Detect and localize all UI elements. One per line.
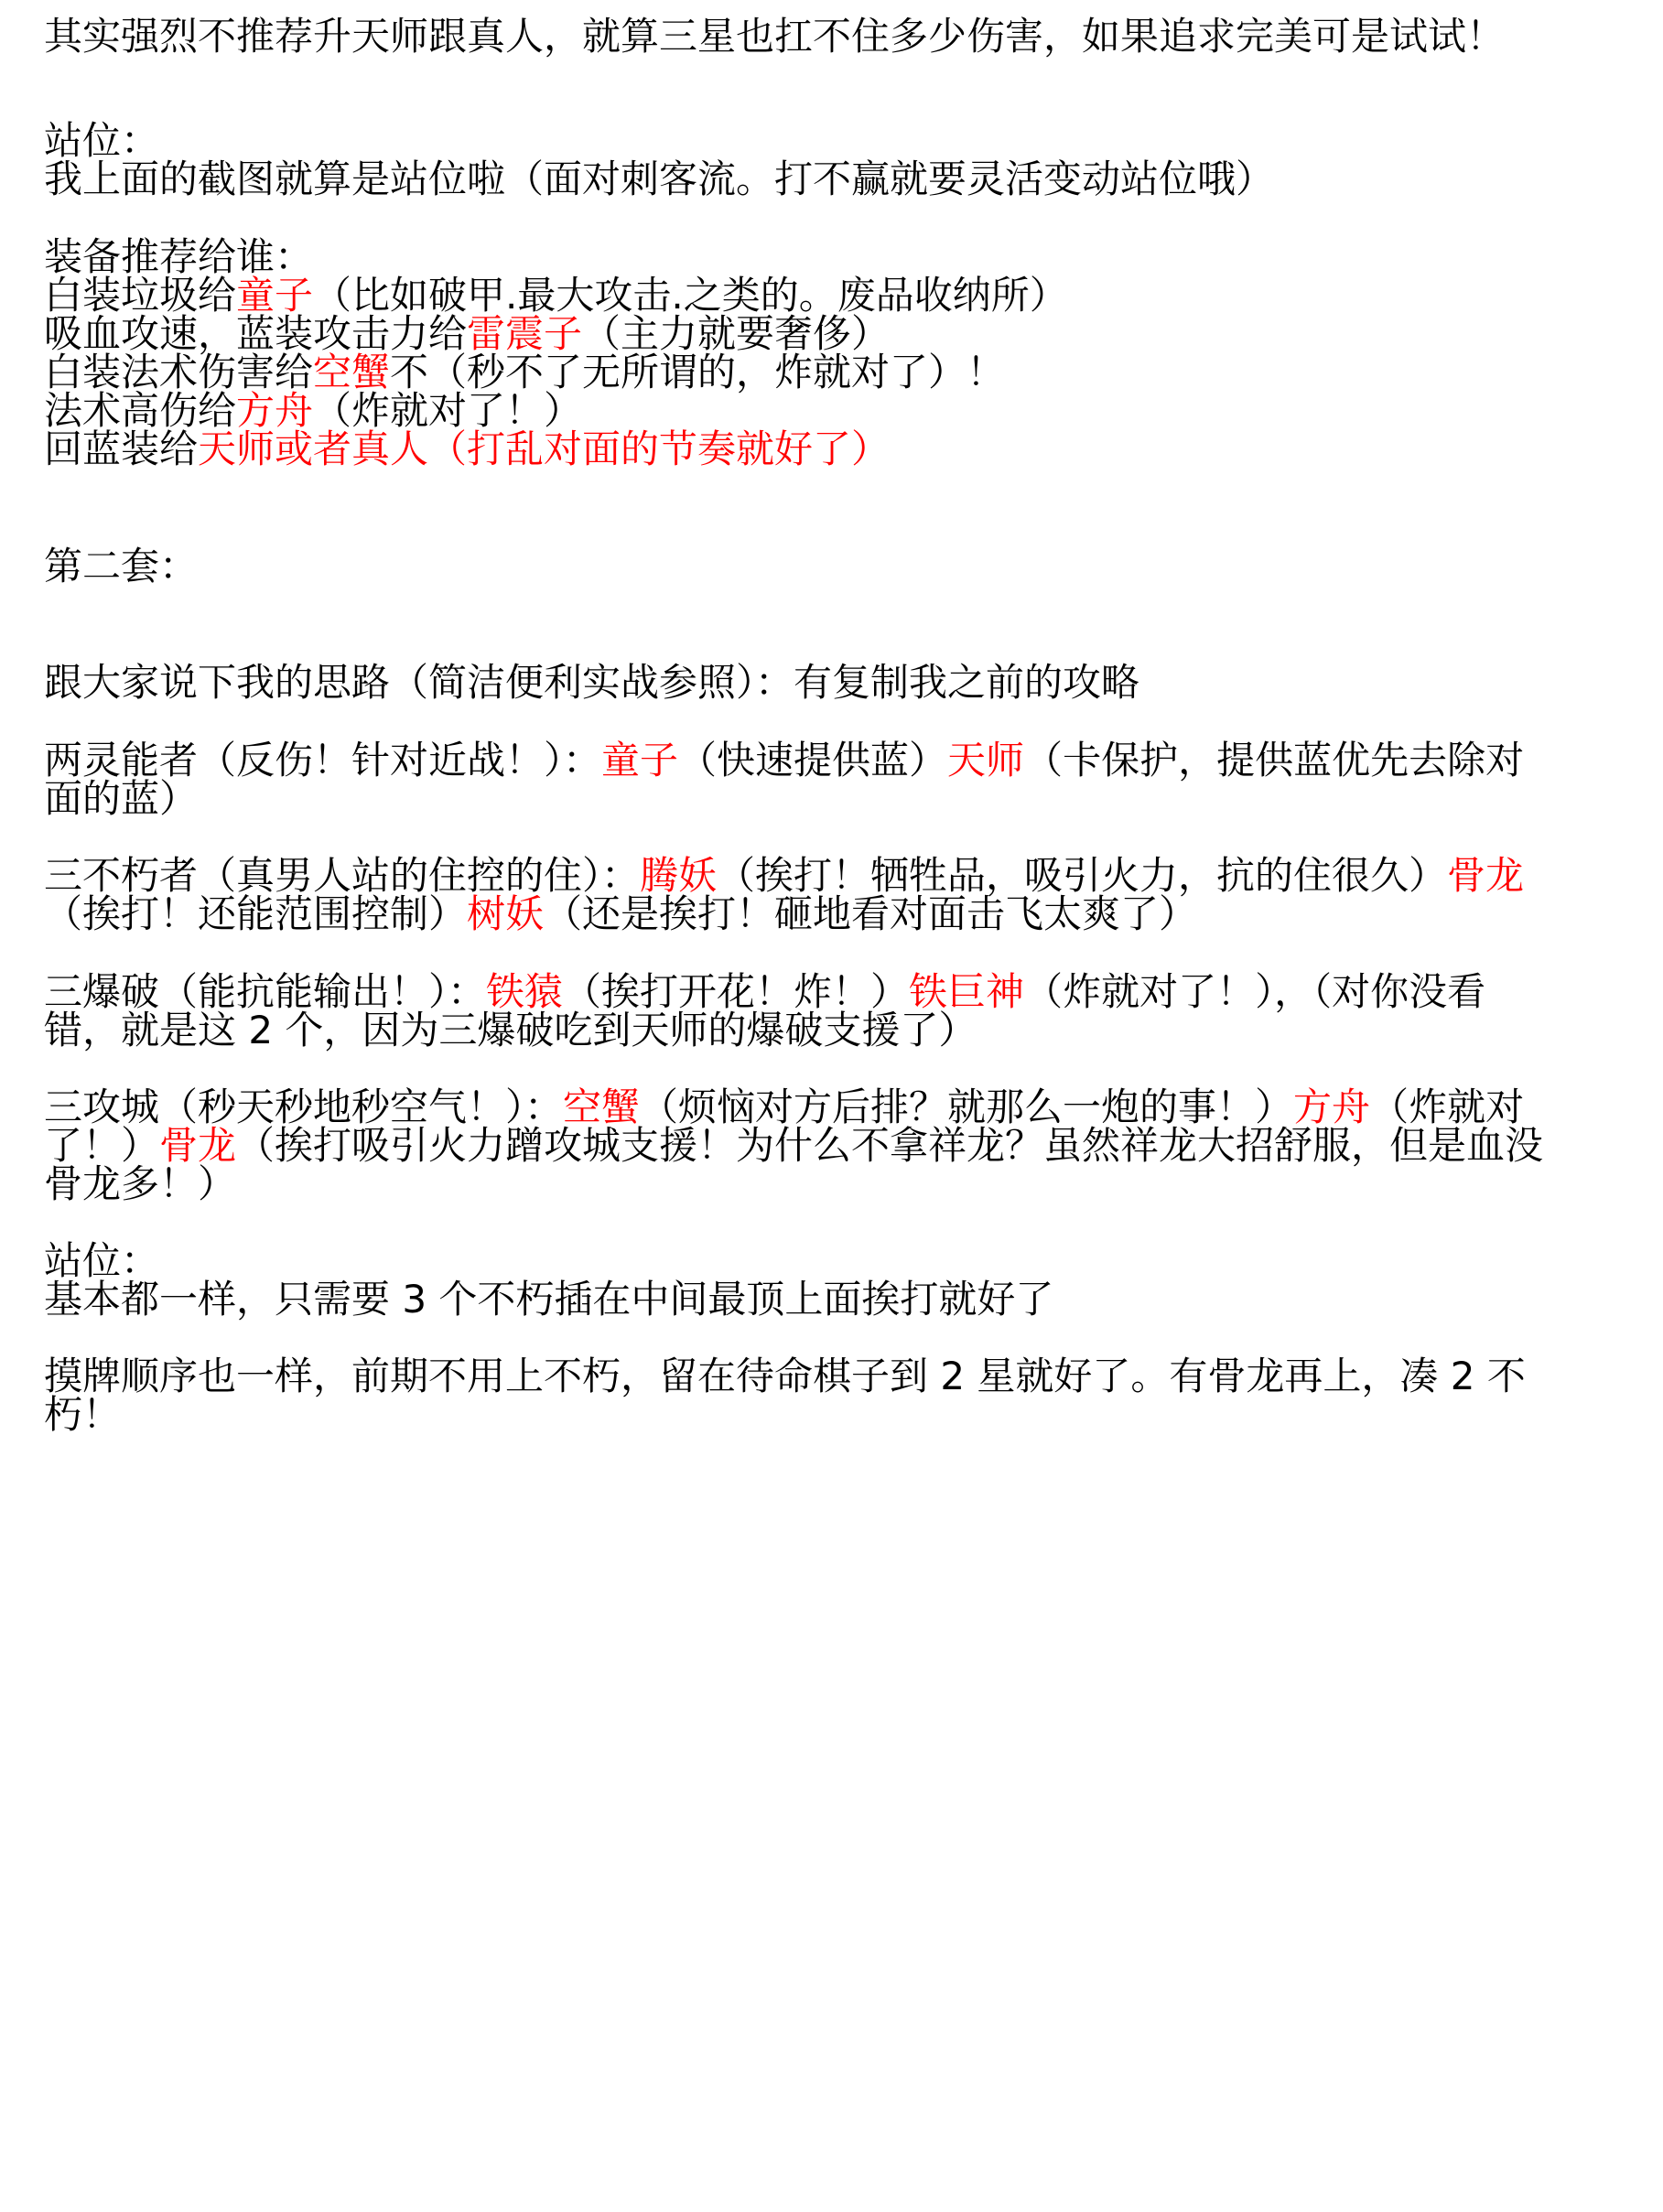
hero-name: 骨龙 (159, 1123, 237, 1168)
equip-text: （主力就要奢侈） (582, 311, 891, 356)
set2-heading: 第二套： (44, 544, 199, 588)
hero-name: 童子 (236, 273, 314, 318)
lineup-text: （炸就对 (1370, 1084, 1525, 1129)
hero-name: 童子 (601, 738, 679, 782)
equip-text: 回蓝装给 (44, 426, 199, 471)
set2-intro: 跟大家说下我的思路（简洁便利实战参照）：有复制我之前的攻略 (44, 660, 1140, 705)
set1-position-heading: 站位： (44, 118, 160, 163)
equip-text: （比如破甲.最大攻击.之类的。废品收纳所） (313, 273, 1068, 318)
lineup-text: 三不朽者（真男人站的住控的住）： (44, 853, 641, 898)
lineup-text: （卡保护，提供蓝优先去除对 (1024, 738, 1525, 782)
lineup-text: （挨打！牺牲品，吸引火力，抗的住很久） (717, 853, 1448, 898)
hero-name: 铁巨神 (909, 969, 1025, 1014)
lineup-immortal-line-2 (44, 885, 1627, 944)
lineup-blast-line-2: 错，就是这 2 个，因为三爆破吃到天师的爆破支援了） (44, 1008, 977, 1052)
lineup-text: （炸就对了！），（对你没看 (1024, 969, 1486, 1014)
hero-name: 腾妖 (640, 853, 718, 898)
equip-text: 白装垃圾给 (44, 273, 237, 318)
hero-name: 树妖 (467, 891, 545, 936)
intro-line: 其实强烈不推荐升天师跟真人，就算三星也扛不住多少伤害，如果追求完美可是试试！ (44, 14, 1506, 59)
lineup-text: 了！） (44, 1123, 160, 1168)
draw-order-line-1: 摸牌顺序也一样，前期不用上不朽，留在待命棋子到 2 星就好了。有骨龙再上，凑 2 不 (44, 1354, 1526, 1398)
hero-name: 天师或者真人（打乱对面的节奏就好了） (198, 426, 891, 471)
equip-text: 吸血攻速，蓝装攻击力给 (44, 311, 468, 356)
equip-text: （炸就对了！） (313, 388, 583, 433)
set2-position-heading: 站位： (44, 1238, 160, 1283)
hero-name: 方舟 (236, 388, 314, 433)
hero-name: 雷震子 (467, 311, 583, 356)
equip-text: 白装法术伤害给 (44, 350, 314, 394)
lineup-text: 三爆破（能抗能输出！）： (44, 969, 487, 1014)
lineup-text: 三攻城（秒天秒地秒空气！）： (44, 1084, 564, 1129)
lineup-text: （烦恼对方后排？就那么一炮的事！） (640, 1084, 1294, 1129)
lineup-siege-line-3: 骨龙多！） (44, 1161, 237, 1206)
equip-line-5 (44, 420, 1627, 479)
hero-name: 方舟 (1293, 1084, 1371, 1129)
hero-name: 铁猿 (486, 969, 564, 1014)
set1-position-text: 我上面的截图就算是站位啦（面对刺客流。打不赢就要灵活变动站位哦） (44, 156, 1275, 201)
set1-equip-heading: 装备推荐给谁： (44, 234, 314, 279)
hero-name: 空蟹 (563, 1084, 641, 1129)
lineup-text: （快速提供蓝） (678, 738, 948, 782)
lineup-text: （挨打吸引火力蹭攻城支援！为什么不拿祥龙？虽然祥龙大招舒服，但是血没 (236, 1123, 1544, 1168)
lineup-text: （还是挨打！砸地看对面击飞太爽了） (544, 891, 1198, 936)
lineup-text: （挨打开花！炸！） (563, 969, 910, 1014)
equip-text: 不（秒不了无所谓的，炸就对了）！ (390, 350, 1006, 394)
lineup-psionic-line-2: 面的蓝） (44, 776, 199, 821)
lineup-text: 两灵能者（反伤！针对近战！）： (44, 738, 602, 782)
hero-name: 骨龙 (1447, 853, 1525, 898)
hero-name: 空蟹 (313, 350, 391, 394)
draw-order-line-2: 朽！ (44, 1392, 122, 1437)
equip-text: 法术高伤给 (44, 388, 237, 433)
lineup-text: （挨打！还能范围控制） (44, 891, 468, 936)
set2-position-text: 基本都一样，只需要 3 个不朽插在中间最顶上面挨打就好了 (44, 1277, 1054, 1322)
hero-name: 天师 (947, 738, 1025, 782)
